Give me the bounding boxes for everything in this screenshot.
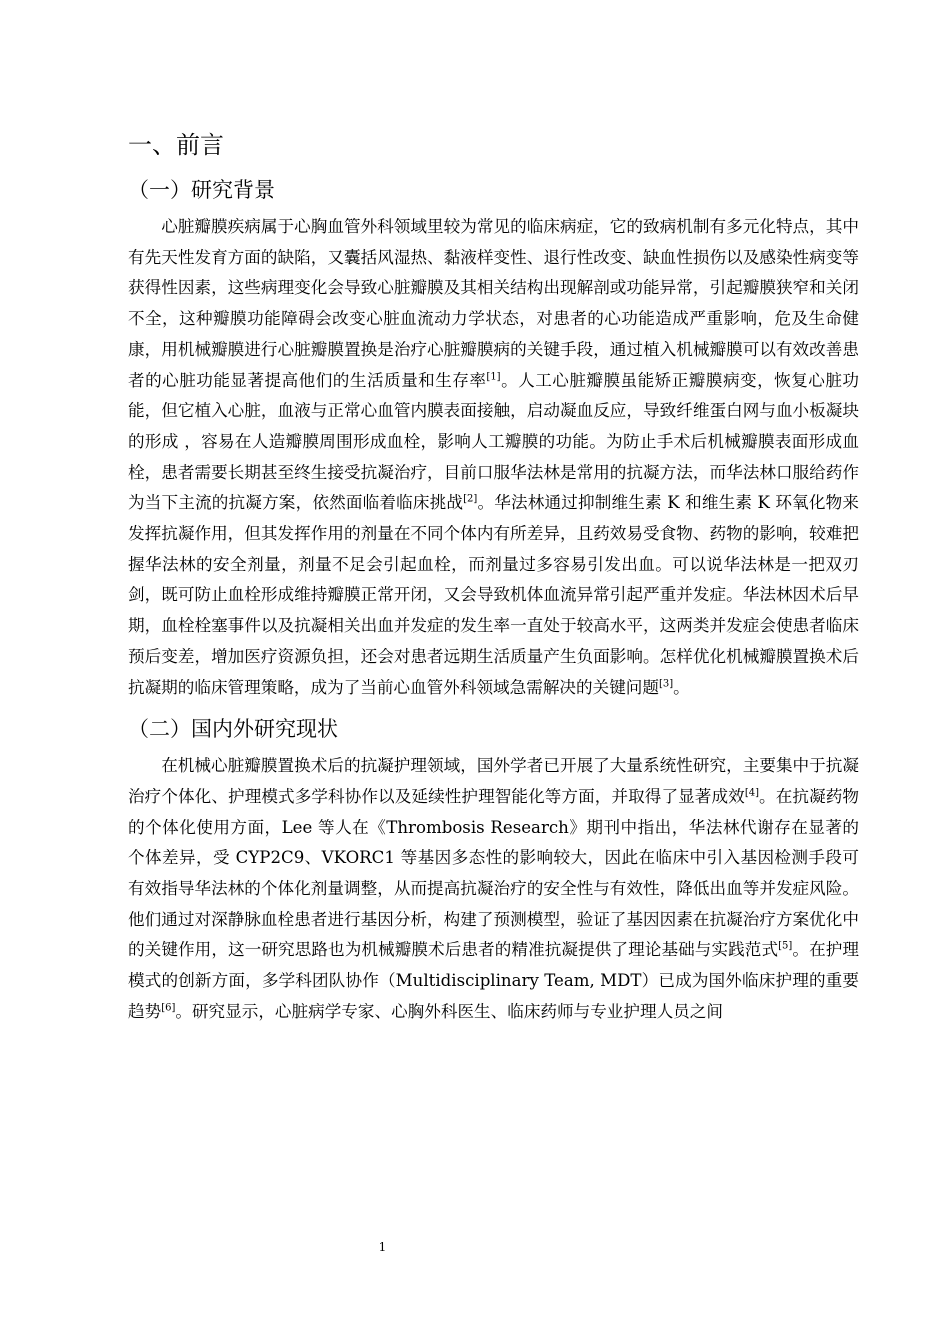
paragraph-background (128, 212, 859, 703)
citation: [4] (744, 787, 759, 799)
text-run: 。华法林通过抑制维生素 K 和维生素 K 环氧化物来发挥抗凝作用，但其发挥作用的剂量在不同个体内有所差异，且药效易受食物、药物的影响，较难把握华法林的安全剂量，剂量不足会引起血栓，而剂量过多容易引发出血。可以说华法林是一把双刃剑，既可防止血栓形成维持瓣膜正常开闭，又会导致机体血流异常引起严重并发症。华法林因术后早期，血栓栓塞事件以及抗凝相关出血并发症的发生率一直处于较高水平，这两类并发症会使患者临床预后变差，增加医疗资源负担，还会对患者远期生活质量产生负面影响。怎样优化机械瓣膜置换术后抗凝期的临床管理策略，成为了当前心血管外科领域急需解决的关键问题 (128, 493, 859, 697)
paragraph-research-status (128, 751, 859, 1027)
page-number: 1 (378, 1240, 387, 1254)
citation: [6] (161, 1002, 176, 1014)
text-run: 心脏瓣膜疾病属于心胸血管外科领域里较为常见的临床病症，它的致病机制有多元化特点，其中有先天性发育方面的缺陷，又囊括风湿热、黏液样变性、退行性改变、缺血性损伤以及感染性病变等获得性因素，这些病理变化会导致心脏瓣膜及其相关结构出现解剖或功能异常，引起瓣膜狭窄和关闭不全，这种瓣膜功能障碍会改变心脏血流动力学状态，对患者的心功能造成严重影响，危及生命健康，用机械瓣膜进行心脏瓣膜置换是治疗心脏瓣膜病的关键手段，通过植入机械瓣膜可以有效改善患者的心脏功能显著提高他们的生活质量和生存率 (128, 217, 859, 390)
section-title: 一、前言 (128, 131, 224, 159)
citation: [3] (659, 678, 674, 690)
text-run: 。人工心脏瓣膜虽能矫正瓣膜病变，恢复心脏功能，但它植入心脏，血液与正常心血管内膜表面接触，启动凝血反应，导致纤维蛋白网与血小板凝块的形成 ，容易在人造瓣膜周围形成血栓，影响人工瓣膜的功能。为防止手术后机械瓣膜表面形成血栓，患者需要长期甚至终生接受抗凝治疗，目前口服华法林是常用的抗凝方法，而华法林口服给药作为当下主流的抗凝方案，依然面临着临床挑战 (128, 370, 860, 513)
text-run: 。研究显示，心脏病学专家、心胸外科医生、临床药师与专业护理人员之间 (175, 1001, 723, 1021)
text-run: 。在护理模式的创新方面，多学科团队协作（Multidisciplinary Team, MDT）已成为国外临床护理的重要趋势 (128, 940, 860, 1021)
citation: [5] (778, 940, 793, 952)
text-run: 。在抗凝药物的个体化使用方面，Lee 等人在《Thrombosis Research》期刊中指出，华法林代谢存在显著的个体差异，受 CYP2C9、VKORC1 等基因多态性的影响较大，因此在临床中引入基因检测手段可有效指导华法林的个体化剂量调整，从而提高抗凝治疗的安全性与有效性，降低出血等并发症风险。他们通过对深静脉血栓患者进行基因分析，构建了预测模型，验证了基因因素在抗凝治疗方案优化中的关键作用，这一研究思路也为机械瓣膜术后患者的精准抗凝提供了理论基础与实践范式 (128, 786, 860, 960)
text-run: 在机械心脏瓣膜置换术后的抗凝护理领域，国外学者已开展了大量系统性研究，主要集中于抗凝治疗个体化、护理模式多学科协作以及延续性护理智能化等方面，并取得了显著成效 (128, 756, 859, 806)
page-content (128, 126, 859, 1028)
citation: [2] (463, 493, 478, 505)
subsection-heading-background: （一）研究背景 (128, 178, 275, 202)
subsection-heading-research-status: （二）国内外研究现状 (128, 717, 338, 742)
text-run: 。 (673, 677, 690, 697)
citation: [1] (486, 370, 501, 382)
